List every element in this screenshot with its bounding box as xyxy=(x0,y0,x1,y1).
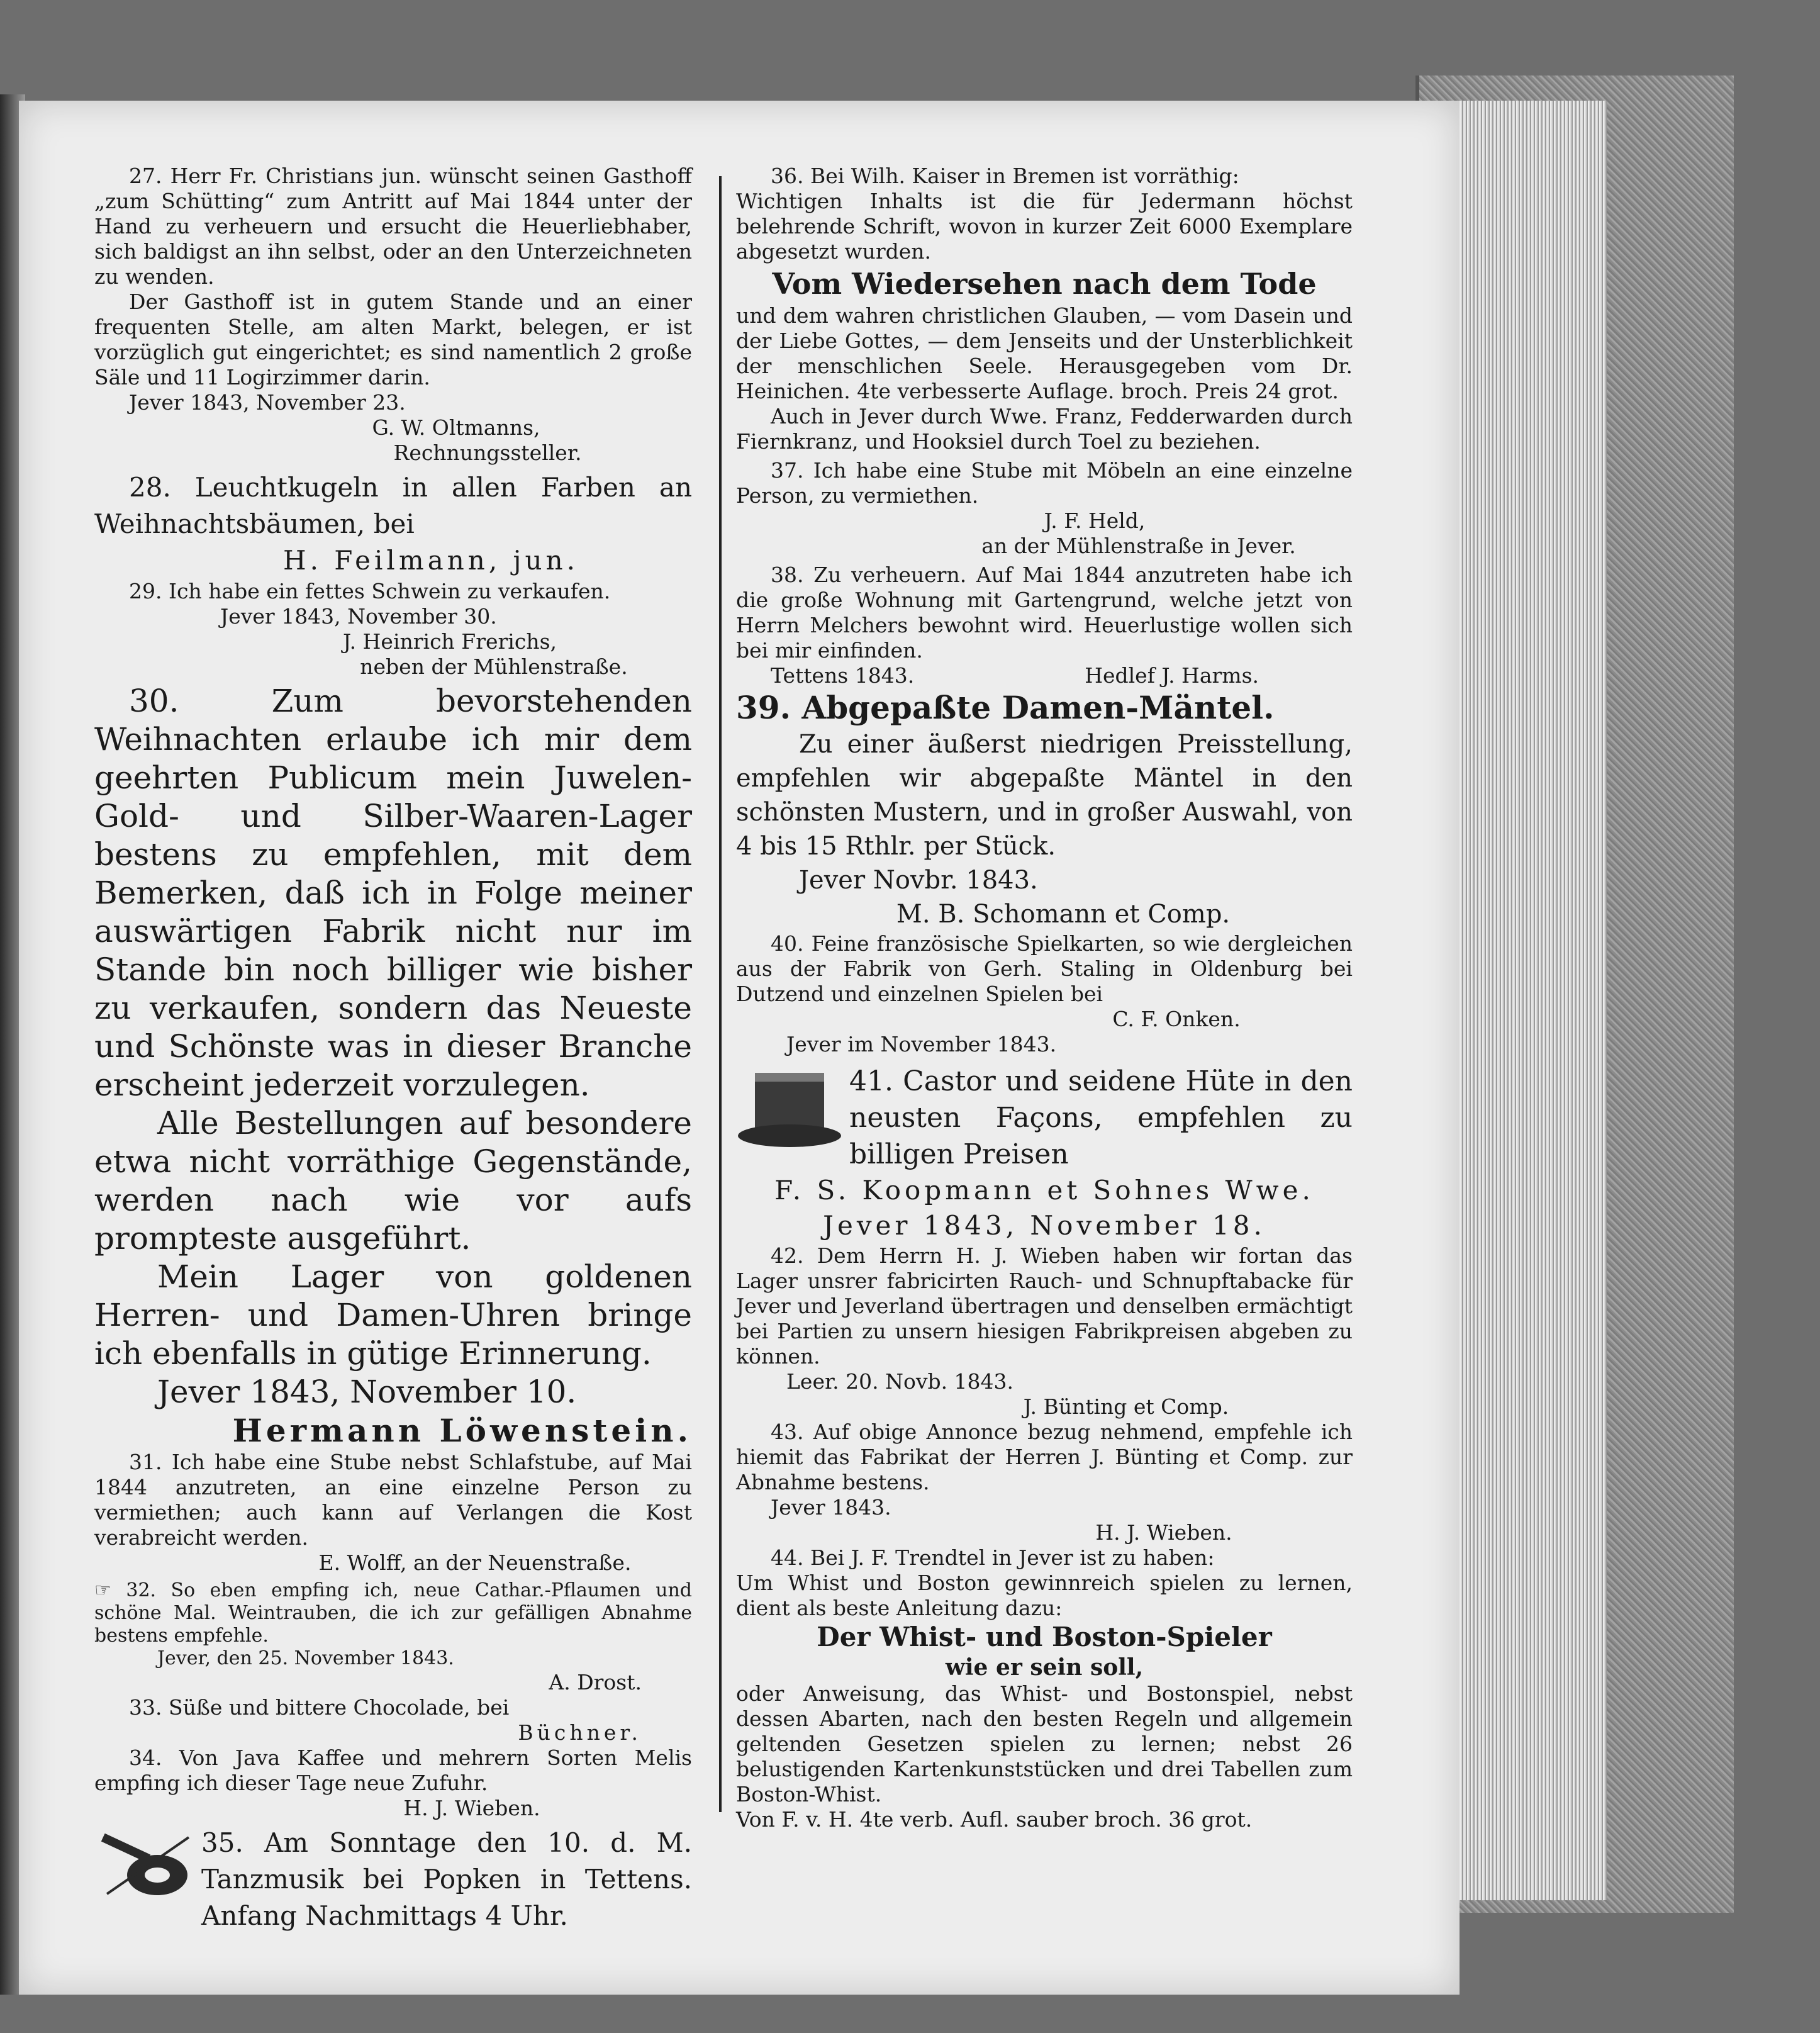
ad-date: Jever im November 1843. xyxy=(786,1032,1057,1056)
ad-signer: C. F. Onken. xyxy=(1112,1007,1241,1031)
ad-44 xyxy=(736,1545,1353,1832)
ad-date: Jever 1843, November 18. xyxy=(823,1210,1266,1241)
ad-date: Jever 1843, November 30. xyxy=(220,604,497,629)
ad-text: Von F. v. H. 4te verb. Aufl. sauber broch. 36 grot. xyxy=(736,1807,1253,1832)
ad-40 xyxy=(736,931,1353,1057)
column-divider xyxy=(719,176,722,1812)
ad-text: Mein Lager von goldenen Herren- und Damen-Uhren bringe ich ebenfalls in gütige Erinnerung. xyxy=(94,1258,692,1372)
ad-text: 31. Ich habe eine Stube nebst Schlafstube, auf Mai 1844 anzutreten, an eine einzelne Person zu vermiethen; auch kann auf Verlangen die Kost verabreicht werden. xyxy=(94,1450,692,1550)
ad-32 xyxy=(94,1579,692,1695)
ad-text: 43. Auf obige Annonce bezug nehmend, empfehle ich hiemit das Fabrikat der Herren J. Bünting et Comp. zur Abnahme bestens. xyxy=(736,1420,1353,1494)
ad-signer: Büchner. xyxy=(518,1720,642,1745)
ad-text: 37. Ich habe eine Stube mit Möbeln an eine einzelne Person, zu vermiethen. xyxy=(736,458,1353,508)
ad-footer xyxy=(736,663,1353,688)
ad-signer: Hedlef J. Harms. xyxy=(1085,663,1259,688)
ad-signer: F. S. Koopmann et Sohnes Wwe. xyxy=(774,1175,1314,1206)
ad-text: 35. Am Sonntage den 10. d. M. Tanzmusik bei Popken in Tettens. Anfang Nachmittags 4 Uhr. xyxy=(201,1827,692,1931)
ad-27 xyxy=(94,164,692,466)
ad-29 xyxy=(94,579,692,680)
ad-text: ☞ 32. So eben empfing ich, neue Cathar.-Pflaumen und schöne Mal. Weintrauben, die ich zur gefälligen Abnahme bestens empfehle. xyxy=(94,1579,692,1647)
ad-title: 39. Abgepaßte Damen-Mäntel. xyxy=(736,689,1275,726)
ad-39 xyxy=(736,688,1353,931)
ad-28 xyxy=(94,469,692,579)
ad-signer: M. B. Schomann et Comp. xyxy=(896,900,1231,929)
ad-41-footer xyxy=(736,1173,1353,1243)
ad-signer-title: Rechnungssteller. xyxy=(393,440,582,465)
ad-38 xyxy=(736,563,1353,688)
ad-signer: A. Drost. xyxy=(549,1670,642,1694)
ad-31 xyxy=(94,1450,692,1576)
left-column xyxy=(94,164,692,1934)
ad-signer-address: an der Mühlenstraße in Jever. xyxy=(981,534,1296,558)
ad-text: und dem wahren christlichen Glauben, — vom Dasein und der Liebe Gottes, — dem Jenseits und der Unsterblichkeit der menschlichen Seele. Herausgegeben vom Dr. Heinichen. 4te verbesserte Auflage. broch. Preis 24 grot. xyxy=(736,303,1353,403)
ad-text: 34. Von Java Kaffee und mehrern Sorten Melis empfing ich dieser Tage neue Zufuhr. xyxy=(94,1745,692,1795)
ad-text: Der Gasthoff ist in gutem Stande und an einer frequenten Stelle, am alten Markt, belegen, er ist vorzüglich gut eingerichtet; es sind namentlich 2 große Säle und 11 Logirzimmer darin. xyxy=(94,289,692,389)
top-hat-icon xyxy=(736,1070,843,1151)
right-column xyxy=(736,164,1353,1832)
book-title: Der Whist- und Boston-Spieler xyxy=(817,1621,1272,1652)
violin-icon xyxy=(94,1825,195,1907)
ad-date: Jever, den 25. November 1843. xyxy=(157,1647,454,1669)
ad-text: Wichtigen Inhalts ist die für Jedermann höchst belehrende Schrift, wovon in kurzer Zeit 6000 Exemplare abgesetzt wurden. xyxy=(736,189,1353,264)
ad-date: Jever Novbr. 1843. xyxy=(799,866,1038,895)
ad-signer: H. J. Wieben. xyxy=(1095,1520,1232,1545)
ad-text: Um Whist und Boston gewinnreich spielen zu lernen, dient als beste Anleitung dazu: xyxy=(736,1571,1353,1620)
ad-36 xyxy=(736,164,1353,454)
ad-34 xyxy=(94,1745,692,1821)
ad-text: 42. Dem Herrn H. J. Wieben haben wir fortan das Lager unsrer fabricirten Rauch- und Schnupftabacke für Jever und Jeverland übertragen und denselben ermächtigt bei Partien zu unsern hiesigen Fabrikpreisen abgeben zu können. xyxy=(736,1243,1353,1369)
page-edges xyxy=(1447,101,1607,1900)
ad-33 xyxy=(94,1695,692,1745)
ad-date: Jever 1843, November 10. xyxy=(157,1374,577,1410)
ad-text: oder Anweisung, das Whist- und Bostonspiel, nebst dessen Abarten, nach den besten Regeln und allgemein geltenden Gesetzen spielen zu lernen; nebst 26 belustigenden Kartenkunststücken und drei Tabellen zum Boston-Whist. xyxy=(736,1681,1353,1806)
book-subtitle: wie er sein soll, xyxy=(945,1654,1144,1681)
ad-text: 44. Bei J. F. Trendtel in Jever ist zu haben: xyxy=(771,1545,1215,1570)
ad-date: Leer. 20. Novb. 1843. xyxy=(786,1369,1014,1394)
book-title: Vom Wiedersehen nach dem Tode xyxy=(772,267,1317,301)
ad-text: 27. Herr Fr. Christians jun. wünscht seinen Gasthoff „zum Schütting“ zum Antritt auf Mai 1844 unter der Hand zu verheuern und ersucht die Heuerliebhaber, sich baldigst an ihn selbst, oder an den Unterzeichneten zu wenden. xyxy=(94,164,692,289)
ad-text: Alle Bestellungen auf besondere etwa nicht vorräthige Gegenstände, werden nach wie vor aufs prompteste ausgeführt. xyxy=(94,1105,692,1257)
ad-text: 30. Zum bevorstehenden Weihnachten erlaube ich mir dem geehrten Publicum mein Juwelen-Gold- und Silber-Waaren-Lager bestens zu empfehlen, mit dem Bemerken, daß ich in Folge meiner auswärtigen Fabrik nicht nur im Stande bin noch billiger wie bisher zu verkaufen, sondern das Neueste und Schönste was in dieser Branche erscheint jederzeit vorzulegen. xyxy=(94,683,692,1103)
ad-date: Jever 1843. xyxy=(771,1495,891,1520)
ad-signer: J. Bünting et Comp. xyxy=(1023,1394,1229,1419)
ad-37 xyxy=(736,458,1353,559)
ad-42 xyxy=(736,1243,1353,1420)
ad-43 xyxy=(736,1420,1353,1545)
ad-text: Zu einer äußerst niedrigen Preisstellung, empfehlen wir abgepaßte Mäntel in den schönsten Mustern, und in großer Auswahl, von 4 bis 15 Rthlr. per Stück. xyxy=(736,730,1353,861)
ad-text: 33. Süße und bittere Chocolade, bei xyxy=(129,1695,510,1720)
ad-text: Auch in Jever durch Wwe. Franz, Fedderwarden durch Fiernkranz, und Hooksiel durch Toel zu beziehen. xyxy=(736,404,1353,454)
ad-signer: J. Heinrich Frerichs, xyxy=(342,629,557,654)
ad-35 xyxy=(94,1825,692,1934)
ad-signer: Hermann Löwenstein. xyxy=(232,1412,692,1449)
ad-text: 41. Castor und seidene Hüte in den neusten Façons, empfehlen zu billigen Preisen xyxy=(849,1065,1353,1170)
ad-text: 40. Feine französische Spielkarten, so wie dergleichen aus der Fabrik von Gerh. Staling in Oldenburg bei Dutzend und einzelnen Spielen bei xyxy=(736,931,1353,1006)
ad-30 xyxy=(94,682,692,1450)
ad-41 xyxy=(736,1063,1353,1173)
ad-text: 38. Zu verheuern. Auf Mai 1844 anzutreten habe ich die große Wohnung mit Gartengrund, welche jetzt von Herrn Melchers bewohnt wird. Heuerlustige wollen sich bei mir einfinden. xyxy=(736,563,1353,663)
ad-signer: H. J. Wieben. xyxy=(403,1796,540,1820)
ad-signer: E. Wolff, an der Neuenstraße. xyxy=(318,1550,632,1575)
ad-text: 36. Bei Wilh. Kaiser in Bremen ist vorräthig: xyxy=(771,164,1239,188)
ad-text: 28. Leuchtkugeln in allen Farben an Weihnachtsbäumen, bei xyxy=(94,472,692,539)
ad-date: Tettens 1843. xyxy=(771,663,915,688)
ad-signer-address: neben der Mühlenstraße. xyxy=(360,654,628,679)
ad-signer: G. W. Oltmanns, xyxy=(372,415,540,440)
ad-text: 29. Ich habe ein fettes Schwein zu verkaufen. xyxy=(129,579,611,603)
ad-date: Jever 1843, November 23. xyxy=(129,390,406,415)
ad-signer: J. F. Held, xyxy=(1044,508,1146,533)
ad-signer: H. Feilmann, jun. xyxy=(282,545,579,576)
